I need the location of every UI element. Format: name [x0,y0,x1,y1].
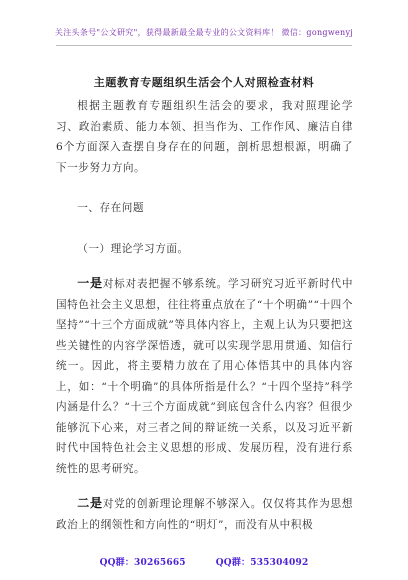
subsection-heading-theory-study: （一）理论学习方面。 [77,242,189,255]
point-1-paragraph [56,273,353,479]
point-1-text: 对标对表把握不够系统。学习研究习近平新时代中国特色社会主义思想，往往将重点放在了“十个明确”“十四个坚持”“十三个方面成就”等具体内容上，主观上认为只要把这些关键性的内容学深悟透，就可以实现学思用贯通、知信行统一。因此，将主要精力放在了用心体悟其中的具体内容上，如：“十个明确”的具体所指是什么？“十四个坚持”科学内涵是什么？“十三个方面成就”到底包含什么内容？但很少能够沉下心来，对三者之间的辩证统一关系，以及习近平新时代中国特色社会主义思想的形成、发展历程，没有进行系统性的思考研究。 [56,278,353,475]
point-2-paragraph [56,493,353,535]
intro-paragraph: 根据主题教育专题组织生活会的要求，我对照理论学习、政治素质、能力本领、担当作为、工作作风、廉洁自律6个方面深入查摆自身存在的问题，剖析思想根源，明确了下一步努力方向。 [56,100,353,174]
point-2-text: 对党的创新理论理解不够深入。仅仅将其作为思想政治上的纲领性和方向性的“明灯”，而没有从中积极 [56,498,353,531]
header-banner: 关注头条号"公文研究"，获得最新最全最专业的公文资料库！ 微信：gongwenyj [54,28,354,37]
footer-qq-group-1: QQ群：30265665 [99,558,186,568]
document-body [56,96,353,535]
document-title: 主题教育专题组织生活会个人对照检查材料 [93,76,315,89]
header-divider [56,45,352,46]
footer-banner [0,555,408,568]
point-2-lead: 二是 [77,496,103,510]
section-heading-problems: 一、存在问题 [77,202,145,214]
point-1-lead: 一是 [77,276,103,290]
footer-qq-group-2: QQ群：535304092 [215,558,309,568]
